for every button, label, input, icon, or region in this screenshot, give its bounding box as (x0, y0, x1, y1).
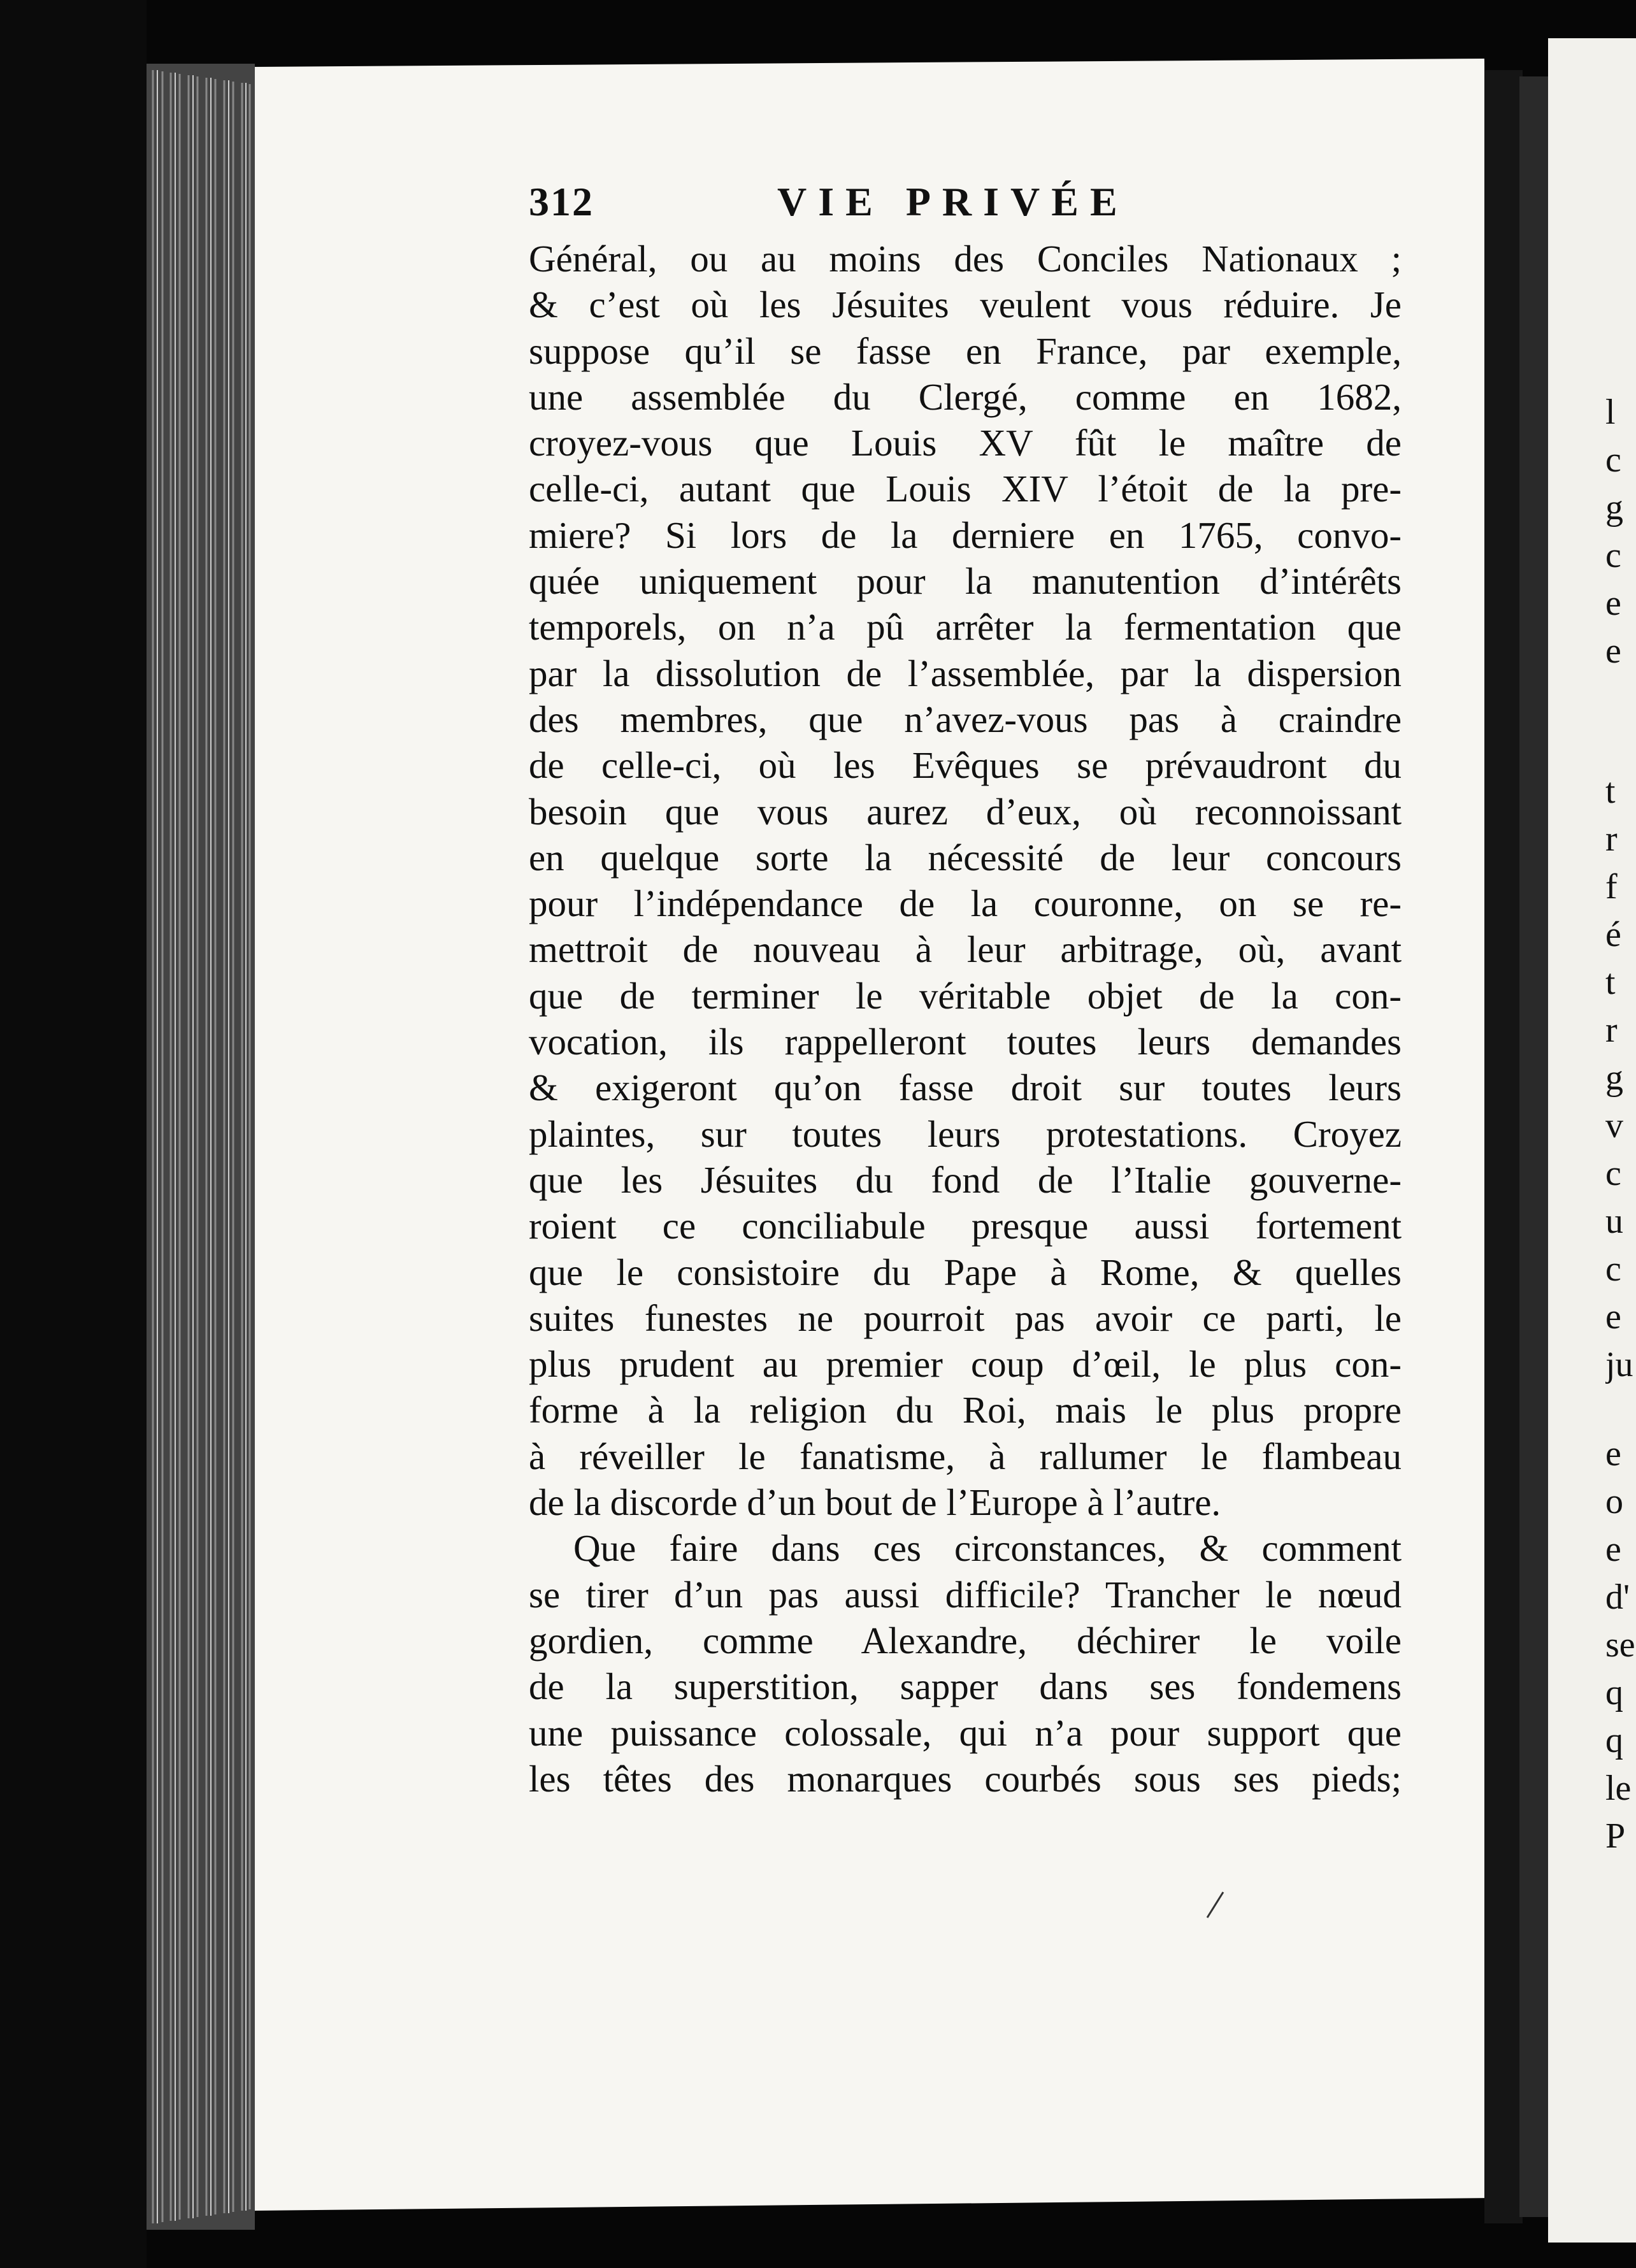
gutter-shadow (1484, 70, 1523, 2223)
text-line: roient ce conciliabule presque aussi fortement (529, 1205, 1402, 1247)
text-line: suppose qu’il se fasse en France, par exemple, (529, 329, 1402, 372)
edge-letter: P (1605, 1816, 1626, 1856)
text-line: que le consistoire du Pape à Rome, & quelles (529, 1251, 1402, 1293)
text-line: besoin que vous aurez d’eux, où reconnoissant (529, 790, 1402, 833)
edge-letter: r (1605, 1010, 1618, 1050)
edge-letter: c (1605, 440, 1621, 480)
text-line: plaintes, sur toutes leurs protestations. Croyez (529, 1112, 1402, 1155)
text-line: plus prudent au premier coup d’œil, le plus con- (529, 1343, 1402, 1386)
text-line: de celle-ci, où les Evêques se prévaudront du (529, 744, 1402, 787)
text-line: pour l’indépendance de la couronne, on se re- (529, 882, 1402, 925)
text-line: des membres, que n’avez-vous pas à craindre (529, 698, 1402, 740)
edge-letter: o (1605, 1482, 1623, 1521)
edge-letter: c (1605, 1154, 1621, 1193)
edge-letter: c (1605, 1249, 1621, 1289)
text-line: forme à la religion du Roi, mais le plus propre (529, 1389, 1402, 1432)
edge-letter: l (1605, 392, 1616, 432)
text-line: croyez-vous que Louis XV fût le maître de (529, 422, 1402, 464)
edge-letter: é (1605, 915, 1621, 954)
edge-letter: le (1605, 1769, 1632, 1808)
running-title: VIE PRIVÉE (777, 179, 1129, 224)
text-line: celle-ci, autant que Louis XIV l’étoit de la pre- (529, 468, 1402, 510)
text-line: & c’est où les Jésuites veulent vous réduire. Je (529, 284, 1402, 326)
text-line: gordien, comme Alexandre, déchirer le voile (529, 1619, 1402, 1662)
text-line: une puissance colossale, qui n’a pour support que (529, 1711, 1402, 1754)
text-line: miere? Si lors de la derniere en 1765, convo- (529, 513, 1402, 556)
text-line: se tirer d’un pas aussi difficile? Trancher le nœud (529, 1573, 1402, 1616)
text-line: de la superstition, sapper dans ses fondemens (529, 1665, 1402, 1708)
text-line: que de terminer le véritable objet de la con- (529, 974, 1402, 1017)
text-line: une assemblée du Clergé, comme en 1682, (529, 375, 1402, 418)
text-line: que les Jésuites du fond de l’Italie gouverne- (529, 1158, 1402, 1201)
edge-letter: c (1605, 536, 1621, 575)
text-line: temporels, on n’a pû arrêter la fermentation que (529, 606, 1402, 649)
edge-letter: ju (1605, 1345, 1633, 1384)
edge-letter: q (1605, 1721, 1623, 1760)
edge-letter: g (1605, 488, 1623, 528)
edge-letter: t (1605, 963, 1616, 1002)
text-line: vocation, ils rappelleront toutes leurs demandes (529, 1021, 1402, 1063)
page-number: 312 (529, 179, 594, 224)
edge-letter: e (1605, 1434, 1621, 1474)
edge-letter: se (1605, 1625, 1635, 1665)
page-text-block (529, 172, 1421, 1841)
edge-letter: g (1605, 1058, 1623, 1098)
text-line: suites funestes ne pourroit pas avoir ce parti, le (529, 1296, 1402, 1339)
edge-letter: e (1605, 631, 1621, 671)
paragraph-end-line: de la discorde d’un bout de l’Europe à l’autre. (529, 1481, 1221, 1524)
text-line: par la dissolution de l’assemblée, par la dispersion (529, 652, 1402, 694)
text-line: les têtes des monarques courbés sous ses pieds; (529, 1757, 1402, 1800)
edge-letter: e (1605, 1297, 1621, 1337)
edge-letter: f (1605, 867, 1618, 907)
text-line: Général, ou au moins des Conciles Nationaux ; (529, 238, 1402, 280)
edge-letter: t (1605, 772, 1616, 811)
edge-letter: d' (1605, 1577, 1630, 1617)
edge-letter: r (1605, 819, 1618, 859)
edge-letter: e (1605, 584, 1621, 623)
text-line: à réveiller le fanatisme, à rallumer le flambeau (529, 1435, 1402, 1477)
edge-letter: v (1605, 1106, 1623, 1145)
text-body (529, 236, 1402, 1802)
text-line: en quelque sorte la nécessité de leur concours (529, 836, 1402, 879)
paragraph-start-line: Que faire dans ces circonstances, & comment (573, 1527, 1402, 1570)
text-line: & exigeront qu’on fasse droit sur toutes leurs (529, 1066, 1402, 1109)
edge-letter: e (1605, 1530, 1621, 1569)
running-head (529, 172, 1421, 242)
facing-page-edge-text (1605, 0, 1636, 2268)
text-line: quée uniquement pour la manutention d’intérêts (529, 560, 1402, 603)
edge-letter: q (1605, 1673, 1623, 1712)
edge-letter: u (1605, 1202, 1623, 1241)
text-line: mettroit de nouveau à leur arbitrage, où, avant (529, 928, 1402, 971)
